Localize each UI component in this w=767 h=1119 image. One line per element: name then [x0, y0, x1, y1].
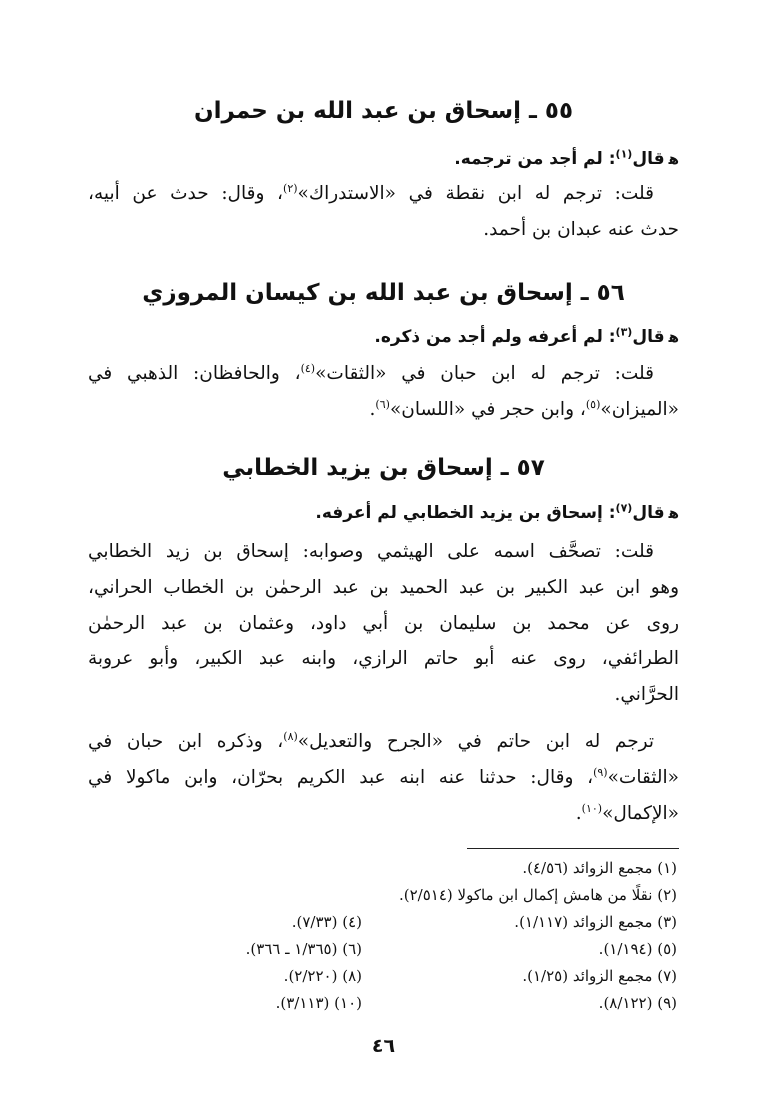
question-text: : لم أجد من ترجمه. [454, 149, 616, 169]
footnote-8: (٨) (٢/٢٢٠). [283, 967, 362, 985]
footnote-2: (٢) نقلًا من هامش إكمال ابن ماكولا (٢/٥١٤). [399, 886, 677, 904]
footnote-9: (٩) (٨/١٢٢). [598, 994, 677, 1012]
footnote-5: (٥) (١/١٩٤). [598, 940, 677, 958]
footnote-10: (١٠) (٣/١١٣). [275, 994, 362, 1012]
para-line: «الثقات»$^{(٩)}$، وقال: حدثنا عنه ابنه عبد الكريم بحرّان، وابن ماكولا في [88, 765, 679, 788]
footnote-3: (٣) مجمع الزوائد (١/١١٧). [514, 913, 677, 931]
question-line-56 [80, 323, 679, 351]
question-line-55 [80, 145, 679, 173]
footnote-ref: (٢) [283, 181, 298, 195]
para-line: ترجم له ابن حاتم في «الجرح والتعديل»$^{(٨)}$، وذكره ابن حبان في [88, 729, 654, 752]
footnote-4: (٤) (٧/٣٣). [291, 913, 362, 931]
paragraph-57-first [88, 534, 654, 570]
paragraph-56 [88, 356, 654, 392]
question-label: قال [632, 327, 665, 347]
footnote-ref: (١٠) [581, 801, 603, 815]
section-heading-55: ٥٥ ـ إسحاق بن عبد الله بن حمران [194, 98, 573, 124]
question-label: قال [632, 503, 665, 523]
footnote-7: (٧) مجمع الزوائد (١/٢٥). [522, 967, 677, 985]
question-line-57 [80, 499, 679, 527]
question-marker-icon: ﻫ [668, 504, 679, 522]
footnote-ref: (٧) [615, 501, 633, 515]
para-line: وهو ابن عبد الكبير بن عبد الحميد بن عبد الرحمٰن بن الخطاب الحراني، [88, 577, 679, 598]
paragraph-56-cont [88, 392, 679, 428]
paragraph-55-cont [88, 212, 679, 248]
question-text: : إسحاق بن يزيد الخطابي لم أعرفه. [315, 503, 616, 523]
footnote-ref: (٣) [615, 325, 633, 339]
paragraph-57b [88, 760, 679, 831]
para-line: «الإكمال»$^{(١٠)}$. [575, 801, 679, 824]
section-heading-56: ٥٦ ـ إسحاق بن عبد الله بن كيسان المروزي [142, 280, 625, 306]
para-line: قلت: تصحَّف اسمه على الهيثمي وصوابه: إسحاق بن زيد الخطابي [88, 541, 654, 562]
footnote-divider [467, 848, 679, 849]
para-line: حدث عنه عبدان بن أحمد. [483, 219, 679, 240]
paragraph-57b-first [88, 724, 654, 760]
footnote-ref: (٩) [593, 765, 608, 779]
question-label: قال [632, 149, 665, 169]
footnote-ref: (١) [615, 147, 633, 161]
footnote-1: (١) مجمع الزوائد (٤/٥٦). [522, 859, 677, 877]
footnote-ref: (٦) [375, 397, 390, 411]
para-line: روى عن محمد بن سليمان بن أبي داود، وعثمان بن عبد الرحمٰن [88, 612, 679, 634]
para-line: قلت: ترجم له ابن حبان في «الثقات»$^{(٤)}$، والحافظان: الذهبي في [88, 361, 655, 384]
footnote-ref: (٤) [300, 361, 316, 375]
para-line: «الميزان»$^{(٥)}$، وابن حجر في «اللسان»$^{(٦)}$. [369, 397, 679, 420]
page-number: ٤٦ [371, 1035, 396, 1057]
para-line: الحرَّاني. [614, 683, 679, 705]
para-line: قلت: ترجم له ابن نقطة في «الاستدراك»$^{(٢)}$، وقال: حدث عن أبيه، [88, 181, 654, 204]
footnote-ref: (٨) [283, 729, 298, 743]
footnote-ref: (٥) [585, 397, 601, 411]
question-marker-icon: ﻫ [668, 150, 679, 168]
paragraph-55 [88, 176, 654, 212]
question-marker-icon: ﻫ [668, 328, 679, 346]
section-heading-57: ٥٧ ـ إسحاق بن يزيد الخطابي [222, 455, 545, 481]
question-text: : لم أعرفه ولم أجد من ذكره. [374, 327, 616, 347]
para-line: الطرائفي، روى عنه أبو حاتم الرازي، وابنه عبد الكبير، وأبو عروبة [88, 648, 679, 669]
footnote-6: (٦) (١/٣٦٥ ـ ٣٦٦). [245, 940, 362, 958]
paragraph-57 [88, 570, 679, 712]
